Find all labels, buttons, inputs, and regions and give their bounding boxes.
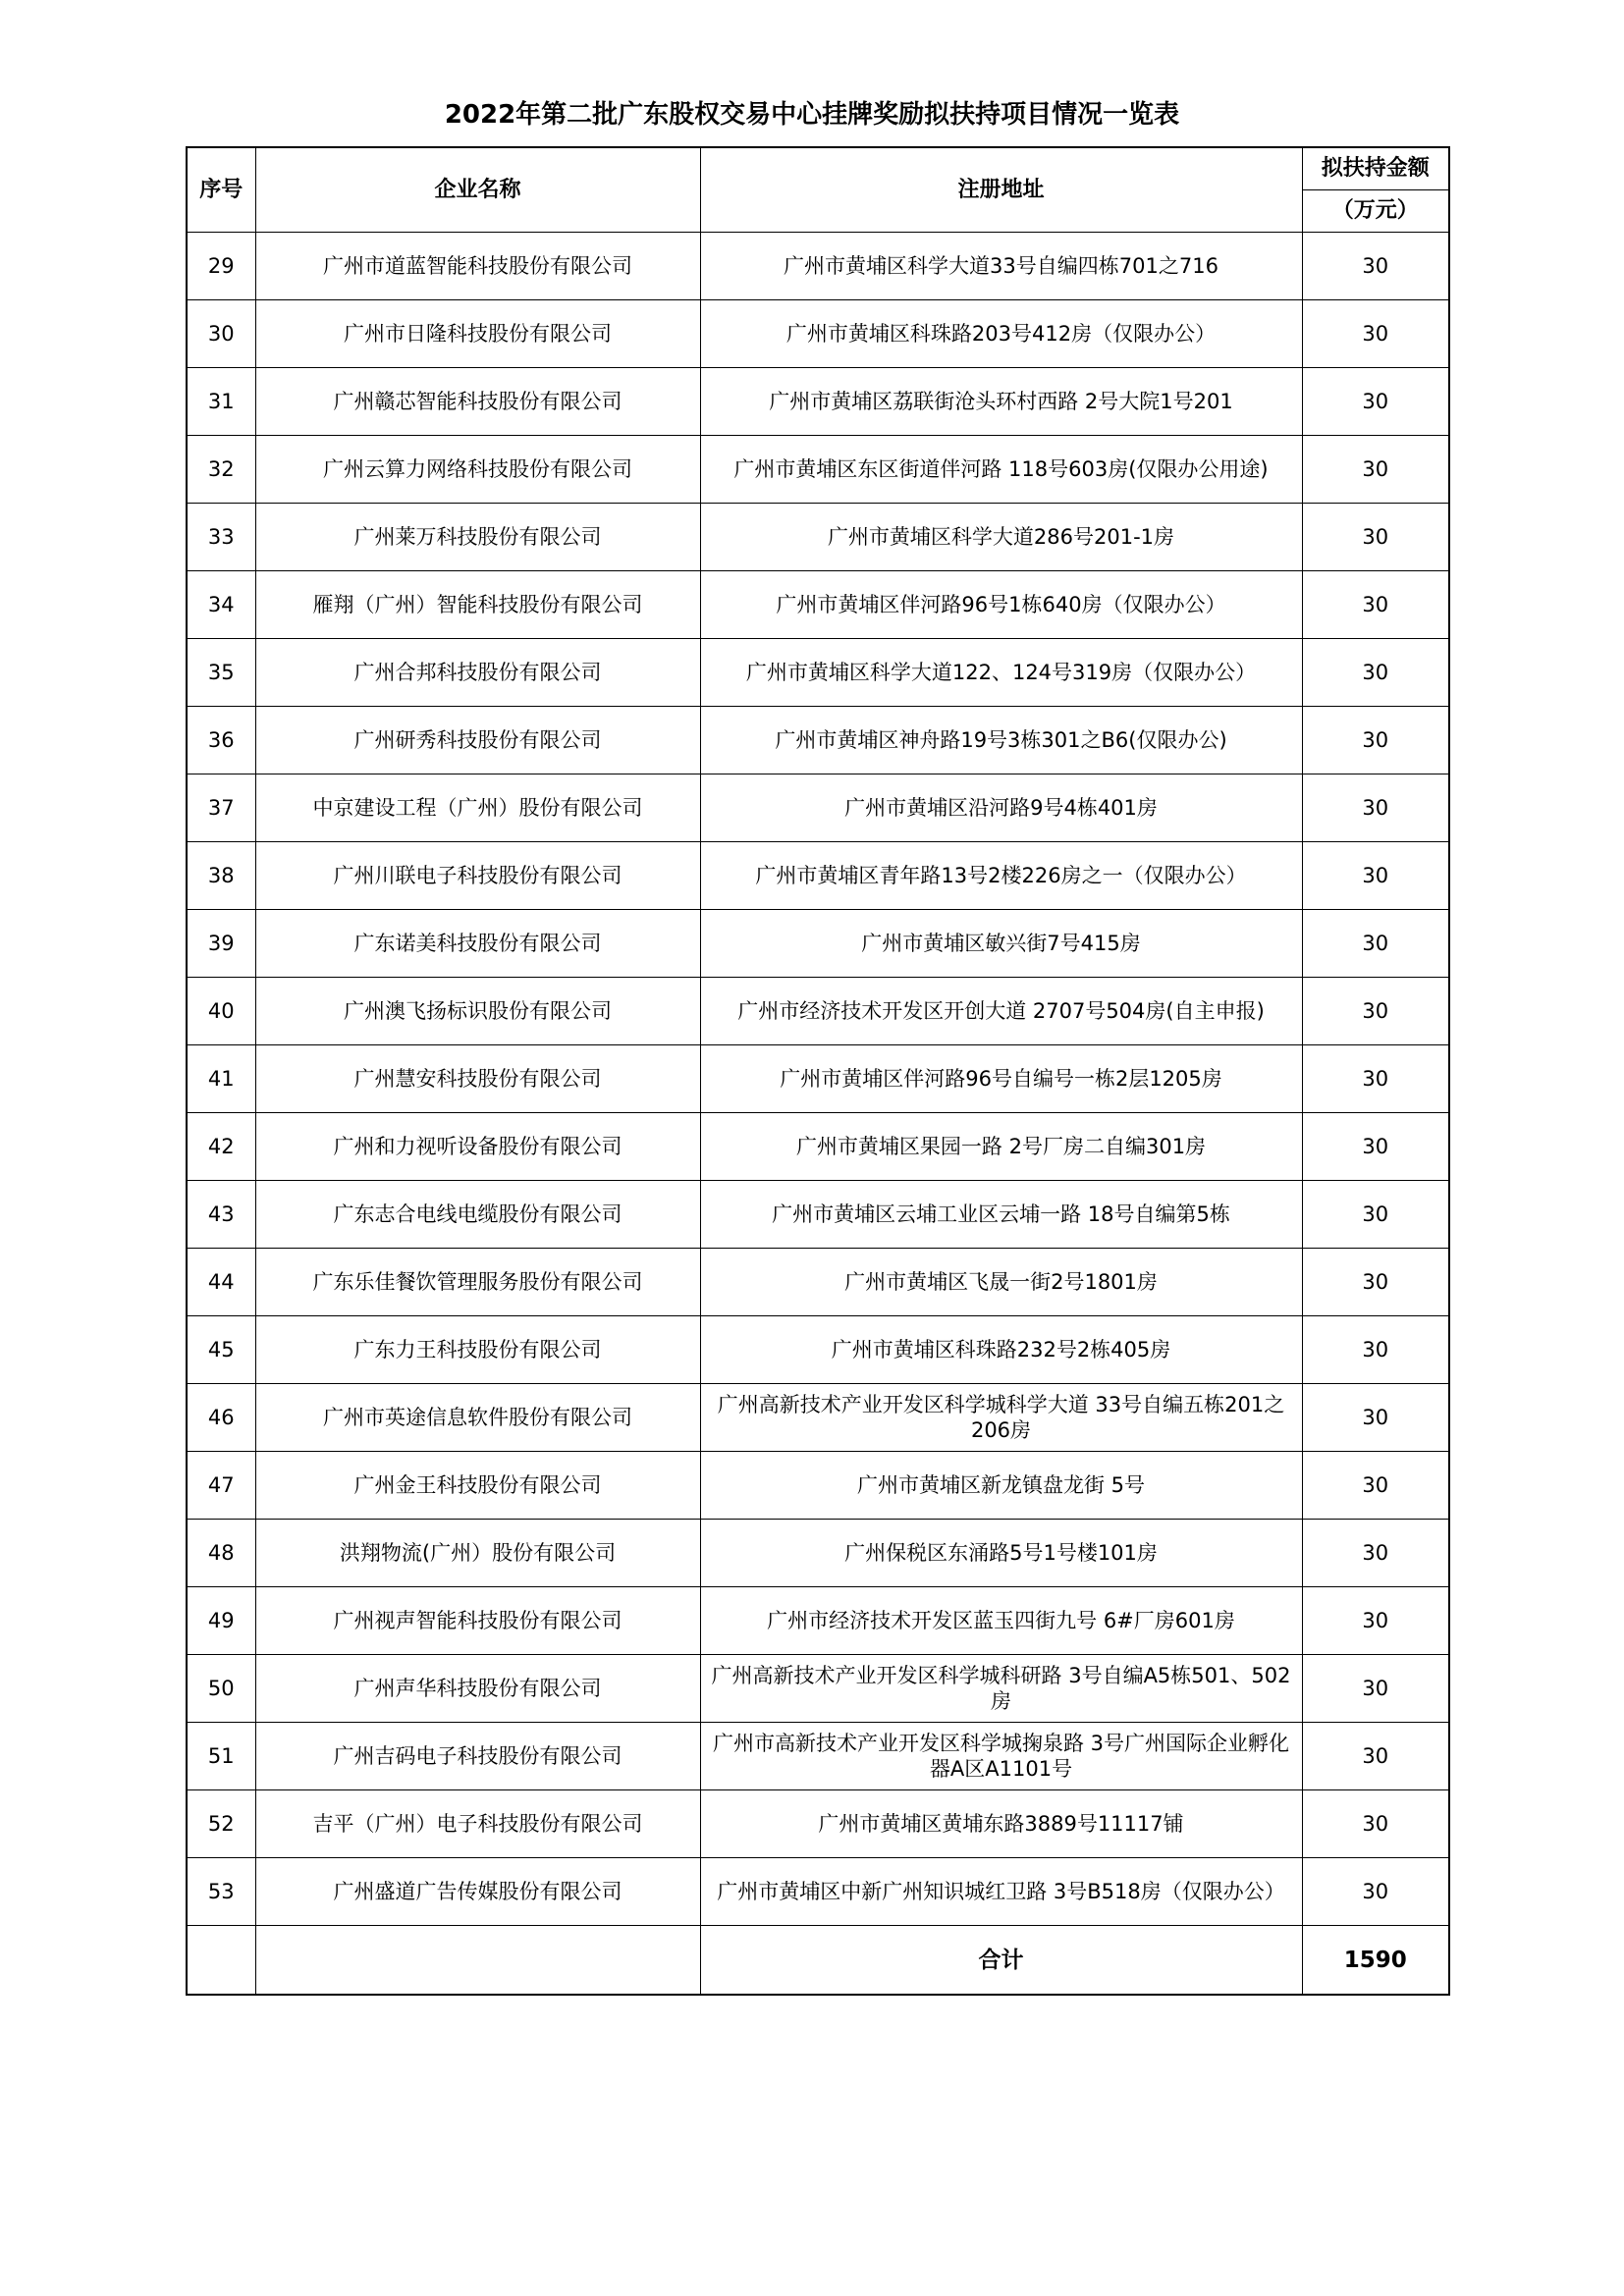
cell-address: 广州市黄埔区黄埔东路3889号11117铺 — [700, 1790, 1302, 1858]
project-table — [186, 146, 1450, 1996]
cell-address: 广州市黄埔区科学大道33号自编四栋701之716 — [700, 233, 1302, 300]
cell-amount: 30 — [1302, 1316, 1449, 1384]
cell-company: 广东力王科技股份有限公司 — [255, 1316, 700, 1384]
table-row — [187, 774, 1449, 842]
cell-no: 51 — [187, 1723, 255, 1790]
table-row — [187, 1113, 1449, 1181]
table-row — [187, 1249, 1449, 1316]
table-body — [187, 233, 1449, 1996]
total-empty-company — [255, 1926, 700, 1996]
header-amount: 拟扶持金额 — [1302, 147, 1449, 190]
cell-no: 34 — [187, 571, 255, 639]
cell-company: 广州金王科技股份有限公司 — [255, 1452, 700, 1520]
cell-address: 广州市黄埔区科珠路232号2栋405房 — [700, 1316, 1302, 1384]
cell-amount: 30 — [1302, 842, 1449, 910]
cell-amount: 30 — [1302, 1045, 1449, 1113]
cell-amount: 30 — [1302, 1723, 1449, 1790]
cell-company: 广东乐佳餐饮管理服务股份有限公司 — [255, 1249, 700, 1316]
cell-company: 广州视声智能科技股份有限公司 — [255, 1587, 700, 1655]
cell-amount: 30 — [1302, 910, 1449, 978]
cell-address: 广州市黄埔区科学大道122、124号319房（仅限办公） — [700, 639, 1302, 707]
cell-address: 广州市高新技术产业开发区科学城掬泉路 3号广州国际企业孵化器A区A1101号 — [700, 1723, 1302, 1790]
table-row — [187, 1520, 1449, 1587]
cell-company: 广州合邦科技股份有限公司 — [255, 639, 700, 707]
cell-amount: 30 — [1302, 368, 1449, 436]
cell-address: 广州保税区东涌路5号1号楼101房 — [700, 1520, 1302, 1587]
cell-company: 广州市日隆科技股份有限公司 — [255, 300, 700, 368]
cell-amount: 30 — [1302, 1181, 1449, 1249]
cell-no: 36 — [187, 707, 255, 774]
cell-company: 广东志合电线电缆股份有限公司 — [255, 1181, 700, 1249]
table-row — [187, 842, 1449, 910]
cell-amount: 30 — [1302, 1113, 1449, 1181]
cell-company: 广州和力视听设备股份有限公司 — [255, 1113, 700, 1181]
cell-no: 43 — [187, 1181, 255, 1249]
cell-amount: 30 — [1302, 1384, 1449, 1452]
cell-address: 广州市黄埔区东区街道伴河路 118号603房(仅限办公用途) — [700, 436, 1302, 504]
table-row — [187, 639, 1449, 707]
cell-company: 广州吉码电子科技股份有限公司 — [255, 1723, 700, 1790]
cell-no: 32 — [187, 436, 255, 504]
cell-address: 广州市黄埔区敏兴街7号415房 — [700, 910, 1302, 978]
cell-company: 广州声华科技股份有限公司 — [255, 1655, 700, 1723]
cell-address: 广州市黄埔区科学大道286号201-1房 — [700, 504, 1302, 571]
cell-no: 41 — [187, 1045, 255, 1113]
cell-address: 广州高新技术产业开发区科学城科学大道 33号自编五栋201之206房 — [700, 1384, 1302, 1452]
total-label: 合计 — [700, 1926, 1302, 1996]
table-row — [187, 1181, 1449, 1249]
cell-company: 洪翔物流(广州）股份有限公司 — [255, 1520, 700, 1587]
cell-company: 广州慧安科技股份有限公司 — [255, 1045, 700, 1113]
cell-address: 广州市经济技术开发区蓝玉四街九号 6#厂房601房 — [700, 1587, 1302, 1655]
cell-no: 30 — [187, 300, 255, 368]
cell-address: 广州市经济技术开发区开创大道 2707号504房(自主申报) — [700, 978, 1302, 1045]
cell-no: 42 — [187, 1113, 255, 1181]
header-amount-unit: （万元） — [1302, 190, 1449, 233]
cell-address: 广州市黄埔区神舟路19号3栋301之B6(仅限办公) — [700, 707, 1302, 774]
cell-address: 广州高新技术产业开发区科学城科研路 3号自编A5栋501、502房 — [700, 1655, 1302, 1723]
cell-company: 雁翔（广州）智能科技股份有限公司 — [255, 571, 700, 639]
header-address: 注册地址 — [700, 147, 1302, 233]
table-row — [187, 436, 1449, 504]
table-row — [187, 978, 1449, 1045]
cell-no: 45 — [187, 1316, 255, 1384]
table-header — [187, 147, 1449, 233]
total-row — [187, 1926, 1449, 1996]
total-amount: 1590 — [1302, 1926, 1449, 1996]
cell-amount: 30 — [1302, 1452, 1449, 1520]
cell-amount: 30 — [1302, 1587, 1449, 1655]
header-no: 序号 — [187, 147, 255, 233]
cell-address: 广州市黄埔区伴河路96号1栋640房（仅限办公） — [700, 571, 1302, 639]
cell-no: 40 — [187, 978, 255, 1045]
table-row — [187, 1316, 1449, 1384]
cell-amount: 30 — [1302, 233, 1449, 300]
cell-address: 广州市黄埔区荔联街沧头环村西路 2号大院1号201 — [700, 368, 1302, 436]
cell-no: 37 — [187, 774, 255, 842]
cell-address: 广州市黄埔区云埔工业区云埔一路 18号自编第5栋 — [700, 1181, 1302, 1249]
cell-company: 吉平（广州）电子科技股份有限公司 — [255, 1790, 700, 1858]
cell-no: 50 — [187, 1655, 255, 1723]
cell-amount: 30 — [1302, 1249, 1449, 1316]
cell-amount: 30 — [1302, 1655, 1449, 1723]
cell-no: 33 — [187, 504, 255, 571]
cell-amount: 30 — [1302, 1790, 1449, 1858]
table-row — [187, 707, 1449, 774]
cell-company: 广州盛道广告传媒股份有限公司 — [255, 1858, 700, 1926]
cell-amount: 30 — [1302, 774, 1449, 842]
cell-address: 广州市黄埔区青年路13号2楼226房之一（仅限办公） — [700, 842, 1302, 910]
cell-no: 31 — [187, 368, 255, 436]
table-row — [187, 1723, 1449, 1790]
cell-address: 广州市黄埔区中新广州知识城红卫路 3号B518房（仅限办公） — [700, 1858, 1302, 1926]
cell-no: 48 — [187, 1520, 255, 1587]
cell-company: 广州市道蓝智能科技股份有限公司 — [255, 233, 700, 300]
cell-amount: 30 — [1302, 504, 1449, 571]
cell-address: 广州市黄埔区新龙镇盘龙街 5号 — [700, 1452, 1302, 1520]
table-row — [187, 1790, 1449, 1858]
cell-no: 47 — [187, 1452, 255, 1520]
cell-no: 44 — [187, 1249, 255, 1316]
cell-no: 49 — [187, 1587, 255, 1655]
cell-no: 35 — [187, 639, 255, 707]
cell-amount: 30 — [1302, 639, 1449, 707]
cell-address: 广州市黄埔区果园一路 2号厂房二自编301房 — [700, 1113, 1302, 1181]
table-row — [187, 910, 1449, 978]
table-row — [187, 1655, 1449, 1723]
cell-amount: 30 — [1302, 1858, 1449, 1926]
cell-company: 中京建设工程（广州）股份有限公司 — [255, 774, 700, 842]
cell-no: 38 — [187, 842, 255, 910]
table-row — [187, 504, 1449, 571]
cell-address: 广州市黄埔区沿河路9号4栋401房 — [700, 774, 1302, 842]
cell-address: 广州市黄埔区飞晟一街2号1801房 — [700, 1249, 1302, 1316]
cell-no: 46 — [187, 1384, 255, 1452]
cell-amount: 30 — [1302, 300, 1449, 368]
table-row — [187, 1384, 1449, 1452]
table-row — [187, 1858, 1449, 1926]
cell-amount: 30 — [1302, 707, 1449, 774]
table-row — [187, 1587, 1449, 1655]
cell-no: 39 — [187, 910, 255, 978]
table-row — [187, 1045, 1449, 1113]
cell-no: 53 — [187, 1858, 255, 1926]
total-empty-no — [187, 1926, 255, 1996]
table-row — [187, 1452, 1449, 1520]
cell-address: 广州市黄埔区伴河路96号自编号一栋2层1205房 — [700, 1045, 1302, 1113]
cell-amount: 30 — [1302, 436, 1449, 504]
cell-company: 广州澳飞扬标识股份有限公司 — [255, 978, 700, 1045]
cell-address: 广州市黄埔区科珠路203号412房（仅限办公） — [700, 300, 1302, 368]
cell-amount: 30 — [1302, 571, 1449, 639]
cell-company: 广东诺美科技股份有限公司 — [255, 910, 700, 978]
cell-no: 52 — [187, 1790, 255, 1858]
cell-company: 广州赣芯智能科技股份有限公司 — [255, 368, 700, 436]
cell-company: 广州市英途信息软件股份有限公司 — [255, 1384, 700, 1452]
cell-company: 广州莱万科技股份有限公司 — [255, 504, 700, 571]
table-row — [187, 368, 1449, 436]
cell-company: 广州云算力网络科技股份有限公司 — [255, 436, 700, 504]
cell-amount: 30 — [1302, 978, 1449, 1045]
cell-company: 广州研秀科技股份有限公司 — [255, 707, 700, 774]
table-row — [187, 300, 1449, 368]
header-company: 企业名称 — [255, 147, 700, 233]
table-row — [187, 233, 1449, 300]
table-row — [187, 571, 1449, 639]
cell-no: 29 — [187, 233, 255, 300]
cell-company: 广州川联电子科技股份有限公司 — [255, 842, 700, 910]
document-title: 2022年第二批广东股权交易中心挂牌奖励拟扶持项目情况一览表 — [444, 100, 1180, 130]
cell-amount: 30 — [1302, 1520, 1449, 1587]
